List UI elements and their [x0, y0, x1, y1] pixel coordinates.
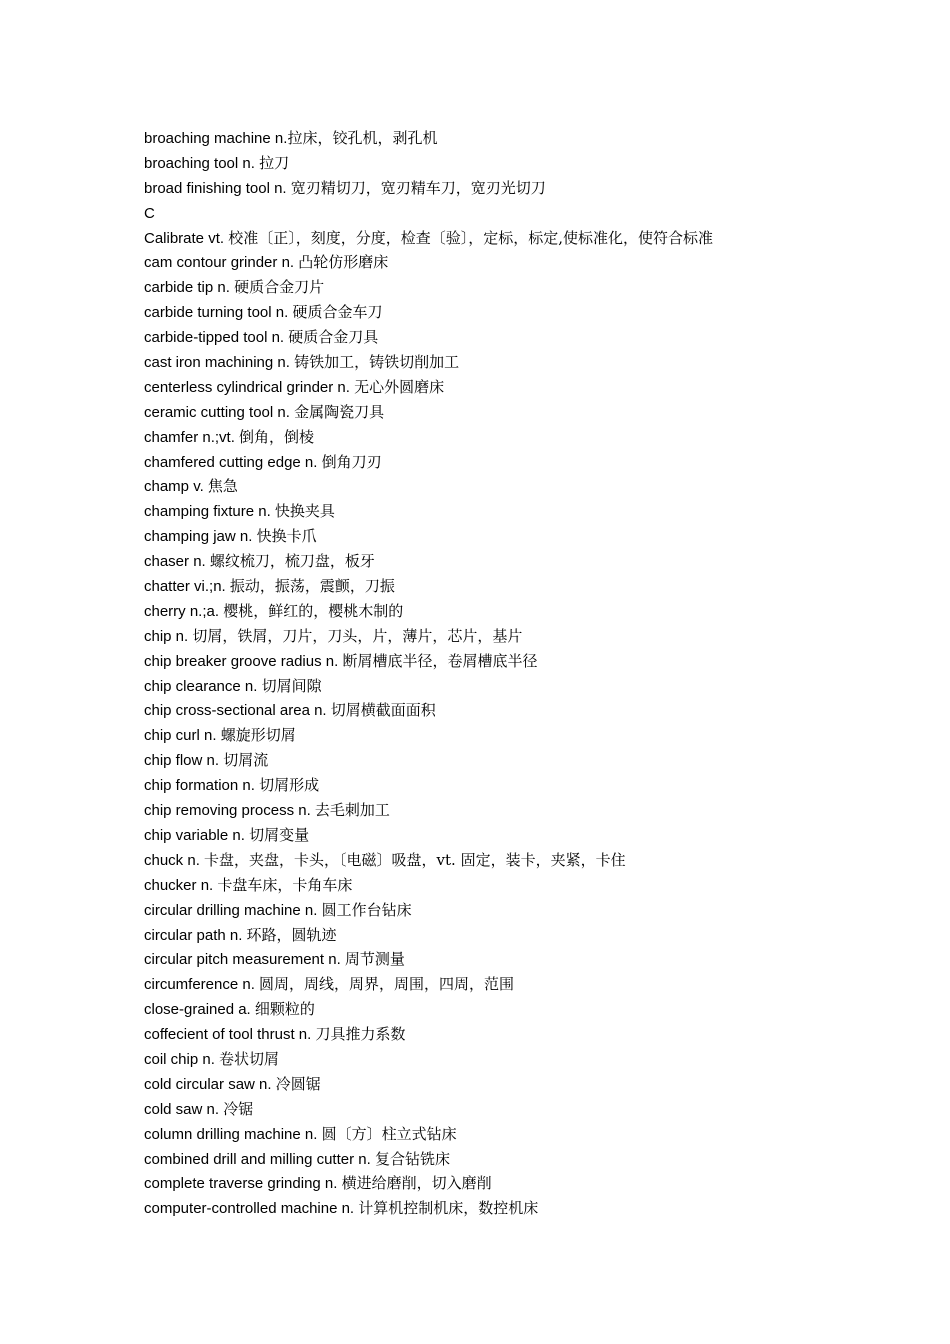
- entry-definition: 切屑横截面面积: [330, 701, 436, 720]
- entry-definition: 冷锯: [223, 1099, 254, 1118]
- glossary-entry: [144, 275, 904, 300]
- entry-term: chip n.: [144, 627, 193, 645]
- glossary-entry: [144, 574, 904, 599]
- glossary-entry: [144, 250, 904, 275]
- entry-definition: 复合钻铣床: [374, 1149, 450, 1168]
- entry-term: broad finishing tool n.: [144, 179, 291, 197]
- entry-term: chip formation n.: [144, 777, 260, 795]
- entry-term: chip flow n.: [144, 752, 224, 770]
- entry-term: chaser n.: [144, 553, 210, 571]
- entry-definition: 卷状切屑: [219, 1049, 280, 1068]
- glossary-entry: [144, 723, 904, 748]
- entry-term: broaching machine n.: [144, 130, 288, 147]
- entry-term: circular path n.: [144, 926, 247, 944]
- glossary-entry: [144, 674, 904, 699]
- entry-definition: 拉床，铰孔机，剥孔机: [287, 129, 438, 147]
- entry-definition: 横进给磨削，切入磨削: [341, 1174, 492, 1193]
- entry-term: chatter vi.;n.: [144, 578, 230, 596]
- entry-definition: 无心外圆磨床: [354, 377, 445, 396]
- entry-definition: 圆〔方〕柱立式钻床: [321, 1124, 457, 1143]
- entry-term: carbide-tipped tool n.: [144, 329, 289, 347]
- glossary-entry: [144, 698, 904, 723]
- entry-definition: 刀具推力系数: [315, 1025, 406, 1044]
- entry-definition: 切屑流: [223, 751, 269, 770]
- entry-term: chamfered cutting edge n.: [144, 453, 322, 471]
- entry-term: ceramic cutting tool n.: [144, 403, 295, 421]
- glossary-entry: [144, 126, 904, 151]
- entry-term: combined drill and milling cutter n.: [144, 1150, 375, 1168]
- entry-term: cold circular saw n.: [144, 1075, 276, 1093]
- glossary-entry: [144, 176, 904, 201]
- entry-definition: 振动，振荡，震颤，刀振: [229, 577, 395, 596]
- entry-term: champing fixture n.: [144, 503, 275, 521]
- glossary-entry: [144, 474, 904, 499]
- entry-definition: 切屑形成: [259, 776, 320, 795]
- entry-definition: 樱桃，鲜红的，樱桃木制的: [223, 601, 404, 620]
- entry-term: coil chip n.: [144, 1050, 220, 1068]
- entry-definition: 铸铁加工，铸铁切削加工: [294, 353, 460, 372]
- glossary-entry: [144, 325, 904, 350]
- entry-term: champ v.: [144, 478, 208, 496]
- glossary-entry: [144, 1171, 904, 1196]
- glossary-entry: [144, 1047, 904, 1072]
- entry-definition: 去毛刺加工: [314, 801, 390, 820]
- glossary-entry: [144, 997, 904, 1022]
- entry-term: carbide turning tool n.: [144, 304, 293, 322]
- glossary-entry: [144, 873, 904, 898]
- entry-definition: 硬质合金刀具: [288, 328, 379, 347]
- entry-definition: 校准〔正〕，刻度，分度，检查〔验〕，定标，标定,使标准化，使符合标准: [228, 228, 713, 247]
- glossary-list: [144, 126, 904, 1221]
- entry-term: cast iron machining n.: [144, 354, 295, 372]
- entry-definition: 卡盘车床，卡角车床: [217, 875, 353, 894]
- entry-term: champing jaw n.: [144, 528, 257, 546]
- entry-term: computer-controlled machine n.: [144, 1200, 359, 1218]
- entry-definition: 圆工作台钻床: [321, 900, 412, 919]
- glossary-entry: [144, 898, 904, 923]
- entry-term: chip clearance n.: [144, 677, 262, 695]
- entry-definition: 切屑变量: [249, 825, 310, 844]
- entry-definition: 宽刃精切刀，宽刃精车刀，宽刃光切刀: [290, 178, 546, 197]
- entry-definition: 周节测量: [344, 950, 405, 969]
- entry-definition: 冷圆锯: [275, 1074, 321, 1093]
- entry-term: cherry n.;a.: [144, 602, 224, 620]
- glossary-entry: [144, 748, 904, 773]
- glossary-entry: [144, 151, 904, 176]
- glossary-entry: [144, 823, 904, 848]
- glossary-entry: [144, 624, 904, 649]
- glossary-entry: [144, 798, 904, 823]
- entry-definition: 快换卡爪: [256, 527, 317, 546]
- glossary-entry: [144, 848, 904, 873]
- entry-definition: 圆周，周线，周界，周围，四周，范围: [259, 975, 515, 994]
- glossary-entry: [144, 549, 904, 574]
- glossary-entry: [144, 649, 904, 674]
- entry-definition: 环路，圆轨迹: [246, 925, 337, 944]
- glossary-entry: [144, 375, 904, 400]
- entry-term: cam contour grinder n.: [144, 254, 299, 272]
- glossary-entry: [144, 1196, 904, 1221]
- entry-definition: 拉刀: [259, 153, 290, 172]
- entry-definition: 倒角，倒棱: [239, 427, 315, 446]
- entry-term: chip breaker groove radius n.: [144, 652, 343, 670]
- glossary-entry: [144, 524, 904, 549]
- entry-definition: 螺旋形切屑: [220, 726, 296, 745]
- entry-term: circular pitch measurement n.: [144, 951, 345, 969]
- entry-term: chip removing process n.: [144, 802, 315, 820]
- entry-term: broaching tool n.: [144, 154, 260, 172]
- entry-term: centerless cylindrical grinder n.: [144, 378, 355, 396]
- entry-definition: 倒角刀刃: [321, 452, 382, 471]
- glossary-entry: [144, 1097, 904, 1122]
- glossary-entry: [144, 1122, 904, 1147]
- glossary-entry: [144, 201, 904, 226]
- glossary-entry: [144, 400, 904, 425]
- glossary-entry: [144, 947, 904, 972]
- entry-definition: 细颗粒的: [254, 1000, 315, 1019]
- entry-term: chip cross-sectional area n.: [144, 702, 331, 720]
- entry-definition: 凸轮仿形磨床: [298, 253, 389, 272]
- glossary-entry: [144, 923, 904, 948]
- entry-term: cold saw n.: [144, 1100, 224, 1118]
- glossary-entry: [144, 773, 904, 798]
- entry-term: carbide tip n.: [144, 279, 235, 297]
- glossary-entry: [144, 972, 904, 997]
- entry-term: chuck n.: [144, 851, 205, 869]
- glossary-entry: [144, 226, 904, 251]
- entry-term: circumference n.: [144, 976, 260, 994]
- glossary-entry: [144, 350, 904, 375]
- entry-definition: 切屑，铁屑，刀片，刀头，片，薄片，芯片，基片: [192, 626, 523, 645]
- entry-term: chamfer n.;vt.: [144, 428, 240, 446]
- entry-definition: 螺纹梳刀，梳刀盘，板牙: [209, 552, 375, 571]
- glossary-entry: [144, 1147, 904, 1172]
- entry-definition: 计算机控制机床，数控机床: [358, 1199, 539, 1218]
- entry-definition: 卡盘，夹盘，卡头，〔电磁〕吸盘，vt. 固定，装卡，夹紧，卡住: [204, 850, 626, 869]
- entry-definition: 切屑间隙: [261, 676, 322, 695]
- glossary-entry: [144, 450, 904, 475]
- entry-term: Calibrate vt.: [144, 229, 229, 247]
- entry-term: chip variable n.: [144, 826, 250, 844]
- entry-definition: 硬质合金刀片: [234, 278, 325, 297]
- entry-term: close-grained a.: [144, 1001, 255, 1019]
- glossary-entry: [144, 499, 904, 524]
- entry-term: complete traverse grinding n.: [144, 1175, 342, 1193]
- entry-term: C: [144, 204, 155, 222]
- glossary-entry: [144, 599, 904, 624]
- glossary-entry: [144, 1072, 904, 1097]
- entry-term: coffecient of tool thrust n.: [144, 1026, 316, 1044]
- glossary-entry: [144, 1022, 904, 1047]
- entry-term: chucker n.: [144, 876, 218, 894]
- entry-term: chip curl n.: [144, 727, 221, 745]
- glossary-entry: [144, 425, 904, 450]
- glossary-entry: [144, 300, 904, 325]
- entry-term: circular drilling machine n.: [144, 901, 322, 919]
- entry-definition: 焦急: [207, 477, 238, 496]
- entry-term: column drilling machine n.: [144, 1125, 322, 1143]
- entry-definition: 金属陶瓷刀具: [294, 402, 385, 421]
- entry-definition: 硬质合金车刀: [292, 303, 383, 322]
- entry-definition: 快换夹具: [274, 502, 335, 521]
- entry-definition: 断屑槽底半径，卷屑槽底半径: [342, 651, 538, 670]
